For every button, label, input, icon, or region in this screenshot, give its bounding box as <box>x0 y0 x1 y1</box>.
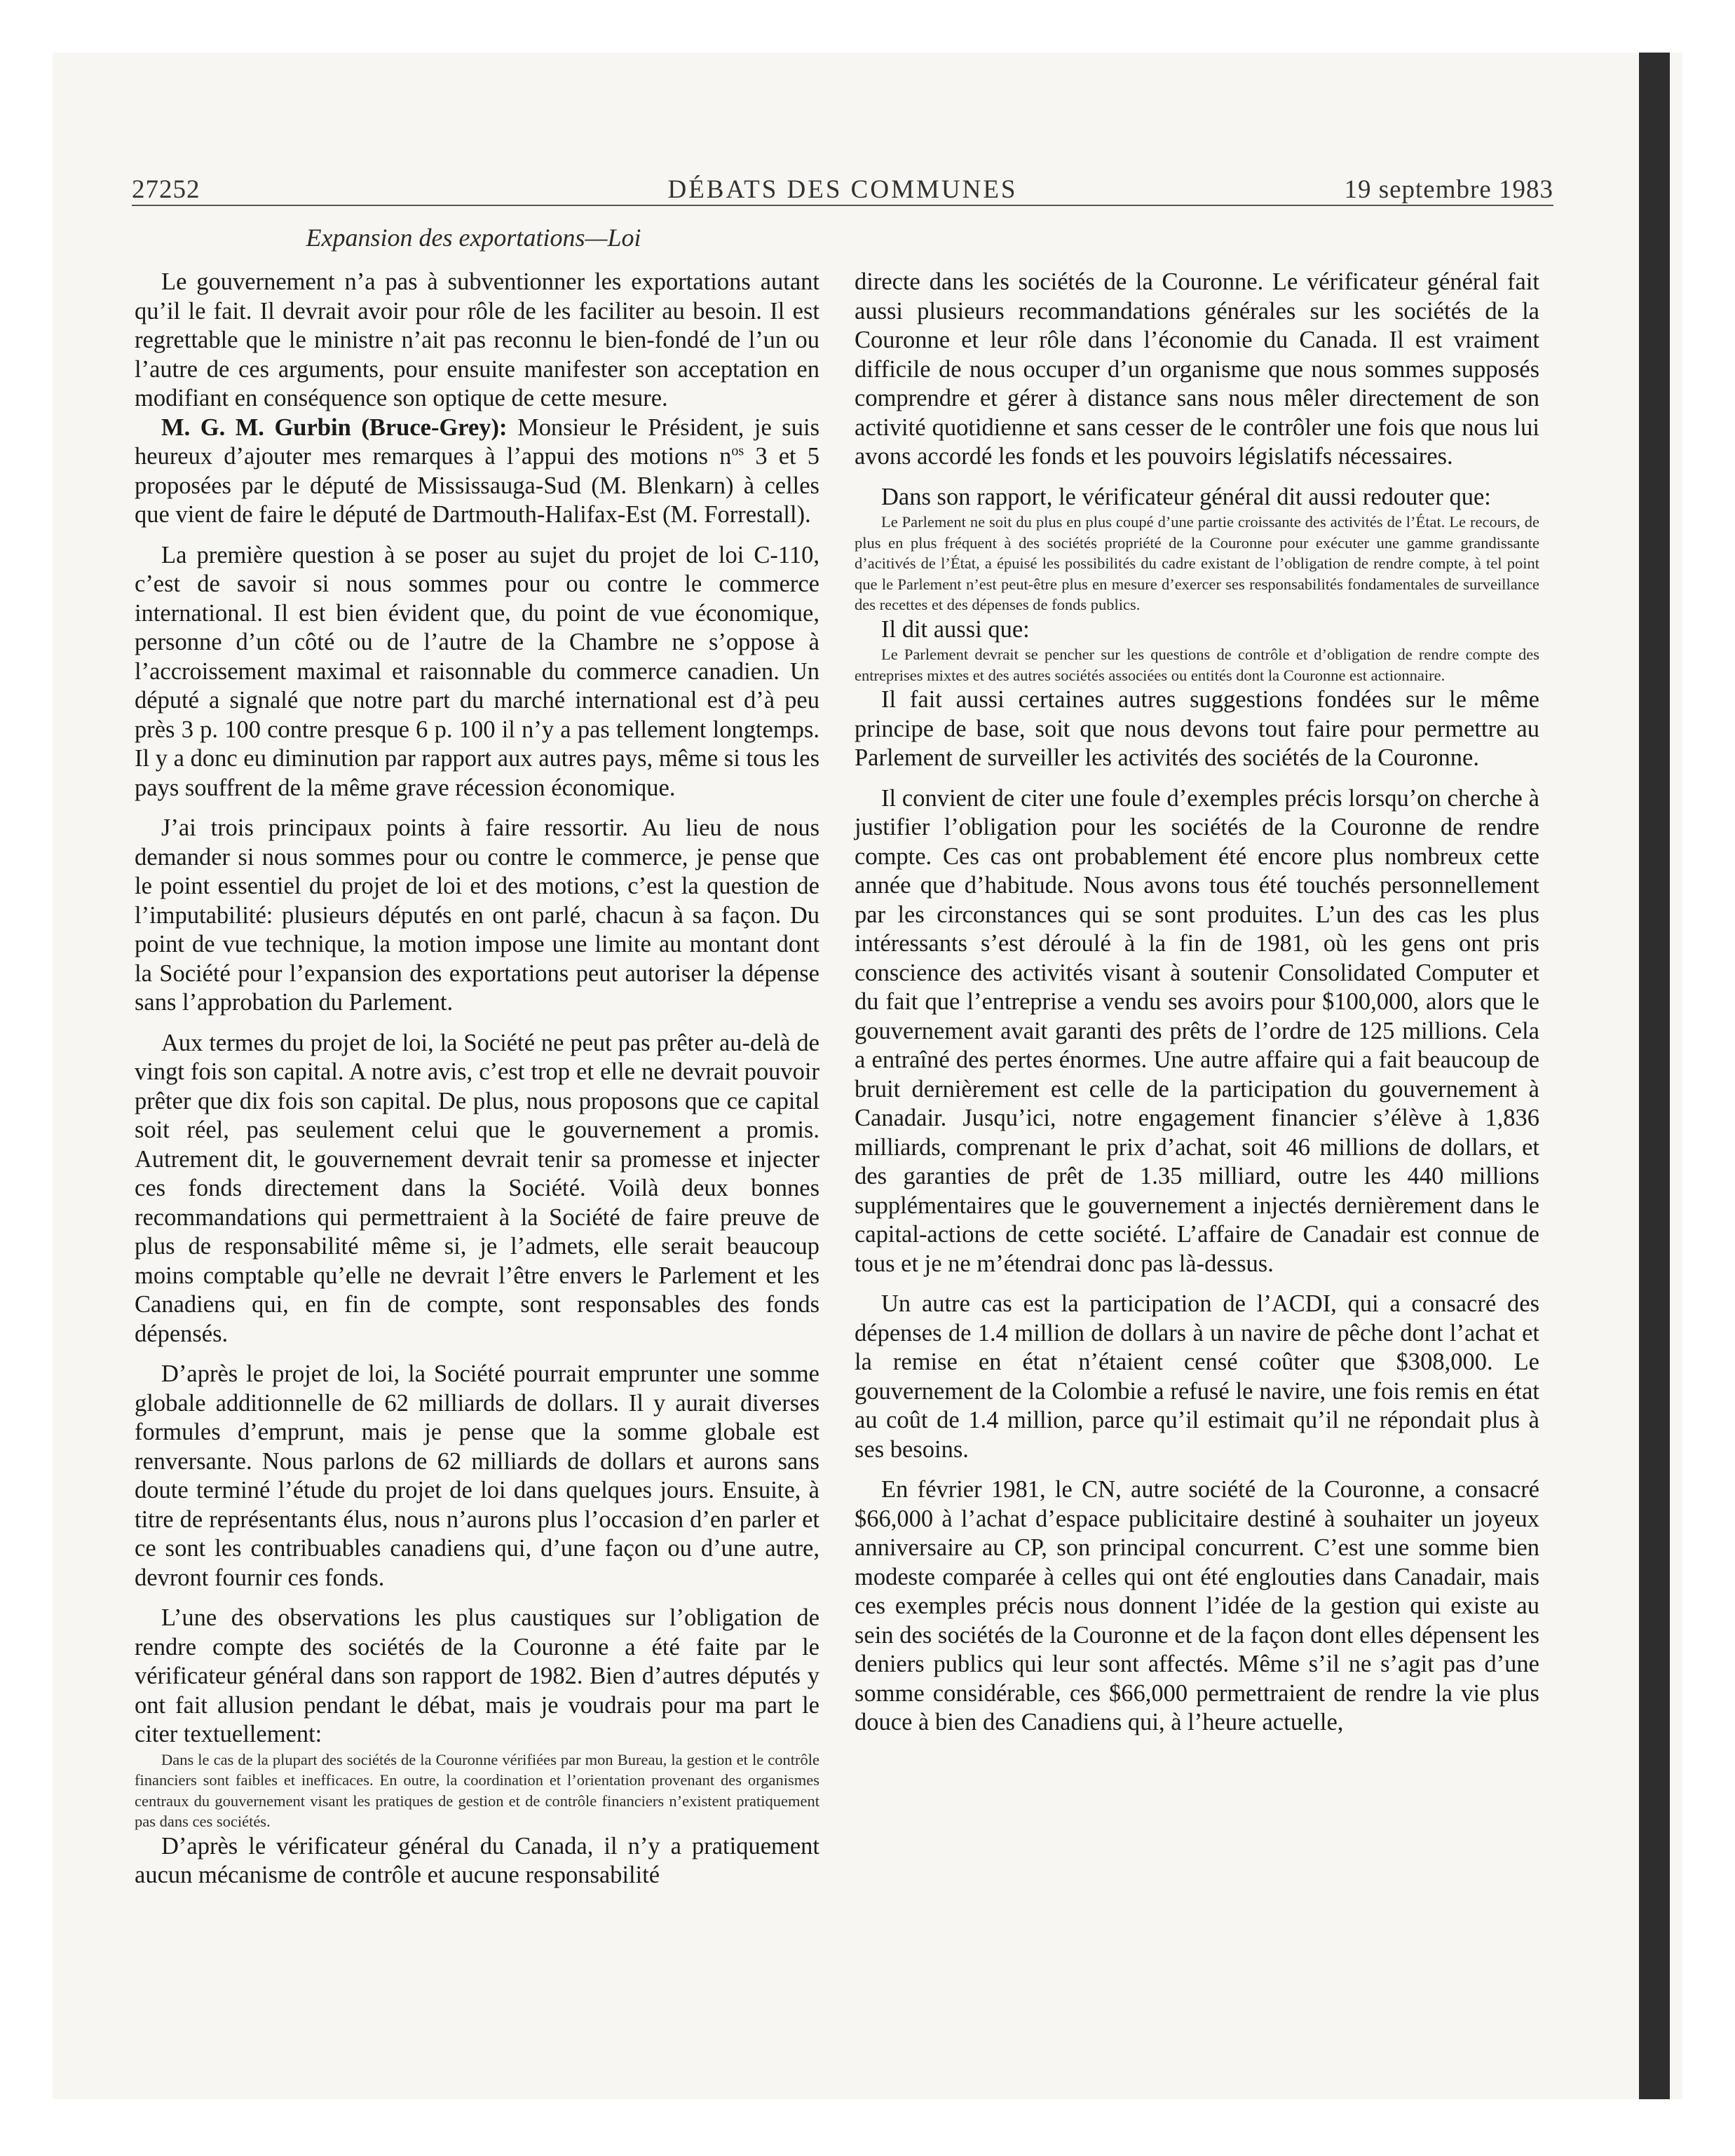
block-quote: Le Parlement ne soit du plus en plus coupé d’une partie croissante des activités de l’État. Le recours, de plus en plus fréquent à des sociétés propriété de la Couronne pour exécuter une gamme grandissante d’acitivés de l’État, a épuisé les possibilités du cadre existant de l’obligation de rendre compte, à tel point que le Parlement n’est peut-être plus en mesure d’exercer ses responsabilités fondamentales de surveillance des recettes et des dépenses de fonds publics. <box>855 513 1539 613</box>
right-column <box>855 268 1539 1738</box>
page-header <box>132 170 1553 207</box>
publication-title: DÉBATS DES COMMUNES <box>667 175 1018 204</box>
paragraph: Il fait aussi certaines autres suggestions fondées sur le même principe de base, soit que nous devons tout faire pour permettre au Parlement de surveiller les activités des sociétés de la Couronne. <box>855 686 1539 771</box>
paragraph: D’après le projet de loi, la Société pourrait emprunter une somme globale additionnelle de 62 milliards de dollars. Il y aurait diverses formules d’emprunt, mais je pense que la somme globale est renversante. Nous parlons de 62 milliards de dollars et aurons sans doute terminé l’étude du projet de loi dans quelques jours. Ensuite, à titre de représentants élus, nous n’aurons plus l’occasion d’en parler et ce sont les contribuables canadiens qui, d’une façon ou d’une autre, devront fournir ces fonds. <box>135 1360 819 1591</box>
paragraph: Un autre cas est la participation de l’ACDI, qui a consacré des dépenses de 1.4 million de dollars à un navire de pêche dont l’achat et la remise en état n’étaient censé coûter que $308,000. Le gouvernement de la Colombie a refusé le navire, une fois remis en état au coût de 1.4 million, parce qu’il estimait qu’il ne répondait plus à ses besoins. <box>855 1290 1539 1463</box>
scan-edge-shadow <box>1639 53 1670 2099</box>
paragraph: Le gouvernement n’a pas à subventionner les exportations autant qu’il le fait. Il devrait avoir pour rôle de les faciliter au besoin. Il est regrettable que le ministre n’ait pas reconnu le bien-fondé de l’un ou l’autre de ces arguments, pour ensuite manifester son acceptation en modifiant en conséquence son optique de cette mesure. <box>135 268 819 411</box>
speaker-name: M. G. M. Gurbin <box>161 414 351 441</box>
speaker-riding: (Bruce-Grey): <box>361 414 508 441</box>
paragraph: En février 1981, le CN, autre société de la Couronne, a consacré $66,000 à l’achat d’espace publicitaire destiné à souhaiter un joyeux anniversaire au CP, son principal concurrent. C’est une somme bien modeste comparée à celles qui ont été englouties dans Canadair, mais ces exemples précis nous donnent l’idée de la gestion qui existe au sein des sociétés de la Couronne et de la façon dont elles dépensent les deniers publics qui leur sont affectés. Même s’il ne s’agit pas d’une somme considérable, ces $66,000 permettraient de rendre la vie plus douce à bien des Canadiens qui, à l’heure actuelle, <box>855 1476 1539 1735</box>
publication-date: 19 septembre 1983 <box>1344 175 1553 204</box>
paragraph: La première question à se poser au sujet du projet de loi C-110, c’est de savoir si nous sommes pour ou contre le commerce international. Il est bien évident que, du point de vue économique, personne d’un côté ou de l’autre de la Chambre ne s’oppose à l’accroissement maximal et raisonnable du commerce canadien. Un député a signalé que notre part du marché international est d’à peu près 3 p. 100 contre presque 6 p. 100 il n’y a pas tellement longtemps. Il y a donc eu diminution par rapport aux autres pays, même si tous les pays souffrent de la même grave récession économique. <box>135 541 819 801</box>
block-quote: Dans le cas de la plupart des sociétés de la Couronne vérifiées par mon Bureau, la gestion et le contrôle financiers sont faibles et inefficaces. En outre, la coordination et l’orientation provenant des organismes centraux du gouvernement visant les pratiques de gestion et de contrôle financiers n’existent pratiquement pas dans ces sociétés. <box>135 1750 819 1830</box>
speaker-paragraph <box>135 414 819 530</box>
page-number: 27252 <box>132 175 200 204</box>
header-rule <box>132 205 1553 206</box>
paragraph: J’ai trois principaux points à faire ressortir. Au lieu de nous demander si nous sommes pour ou contre le commerce, je pense que le point essentiel du projet de loi et des motions, c’est la question de l’imputabilité: plusieurs députés en ont parlé, chacun à sa façon. Du point de vue technique, la motion impose une limite au montant dont la Société pour l’expansion des exportations peut autoriser la dépense sans l’approbation du Parlement. <box>135 814 819 1016</box>
speech-text: 3 et 5 proposées par le député de Mississauga-Sud (M. Blenkarn) à celles que vient de faire le député de Dartmouth-Halifax-Est (M. Forrestall). <box>135 443 819 528</box>
paragraph: Il dit aussi que: <box>881 615 1030 643</box>
paragraph: Dans son rapport, le vérificateur général dit aussi redouter que: <box>881 483 1491 510</box>
paragraph: Aux termes du projet de loi, la Société ne peut pas prêter au-delà de vingt fois son capital. A notre avis, c’est trop et elle ne devrait pouvoir prêter que dix fois son capital. De plus, nous proposons que ce capital soit réel, pas seulement celui que le gouvernement a promis. Autrement dit, le gouvernement devrait tenir sa promesse et injecter ces fonds directement dans la Société. Voilà deux bonnes recommandations qui permettraient à la Société de faire preuve de plus de responsabilité même si, je l’admets, elle serait beaucoup moins comptable qu’elle ne devrait l’être envers le Parlement et les Canadiens qui, en fin de compte, sont responsables des fonds dépensés. <box>135 1029 819 1347</box>
paragraph: D’après le vérificateur général du Canada, il n’y a pratiquement aucun mécanisme de contrôle et aucune responsabilité <box>135 1832 819 1888</box>
paragraph: L’une des observations les plus caustiques sur l’obligation de rendre compte des sociétés de la Couronne a été faite par le vérificateur général dans son rapport de 1982. Bien d’autres députés y ont fait allusion pendant le débat, mais je voudrais pour ma part le citer textuellement: <box>135 1604 819 1747</box>
paragraph: Il convient de citer une foule d’exemples précis lorsqu’on cherche à justifier l’obligation pour les sociétés de la Couronne de rendre compte. Ces cas ont probablement été encore plus nombreux cette année que d’habitude. Nous avons tous été touchés personnellement par les circonstances qui se sont produites. L’un des cas les plus intéressants s’est déroulé à la fin de 1981, où les gens ont pris conscience des activités visant à soutenir Consolidated Computer et du fait que l’entreprise a vendu ses avoirs pour $100,000, alors que le gouvernement avait garanti des prêts de l’ordre de 125 millions. Cela a entraîné des pertes énormes. Une autre affaire qui a fait beaucoup de bruit dernièrement est celle de la participation du gouvernement à Canadair. Jusqu’ici, notre engagement financier s’élève à 1,836 milliards, comprenant le prix d’achat, soit 46 millions de dollars, et des garanties de prêt de 1.35 milliard, outre les 440 millions supplémentaires que le gouvernement a injectés dernièrement dans le capital-actions de cette société. L’affaire de Canadair est connue de tous et je ne m’étendrai donc pas là-dessus. <box>855 784 1539 1277</box>
speech-text: Monsieur le Président, je suis heureux d’ajouter mes remarques à l’appui des motions n <box>135 414 819 470</box>
superscript: os <box>731 443 744 459</box>
running-title: Expansion des exportations—Loi <box>306 224 641 252</box>
paragraph: directe dans les sociétés de la Couronne. Le vérificateur général fait aussi plusieurs recommandations générales sur les sociétés de la Couronne et leur rôle dans l’économie du Canada. Il est vraiment difficile de nous occuper d’un organisme que nous sommes supposés comprendre et gérer à distance sans nous mêler directement de son activité quotidienne et sans cesser de le contrôler une fois que nous lui avons accordé les fonds et les pouvoirs législatifs nécessaires. <box>855 268 1539 470</box>
block-quote: Le Parlement devrait se pencher sur les questions de contrôle et d’obligation de rendre compte des entreprises mixtes et des autres sociétés associées ou entités dont la Couronne est actionnaire. <box>855 646 1539 684</box>
left-column <box>135 268 819 1890</box>
